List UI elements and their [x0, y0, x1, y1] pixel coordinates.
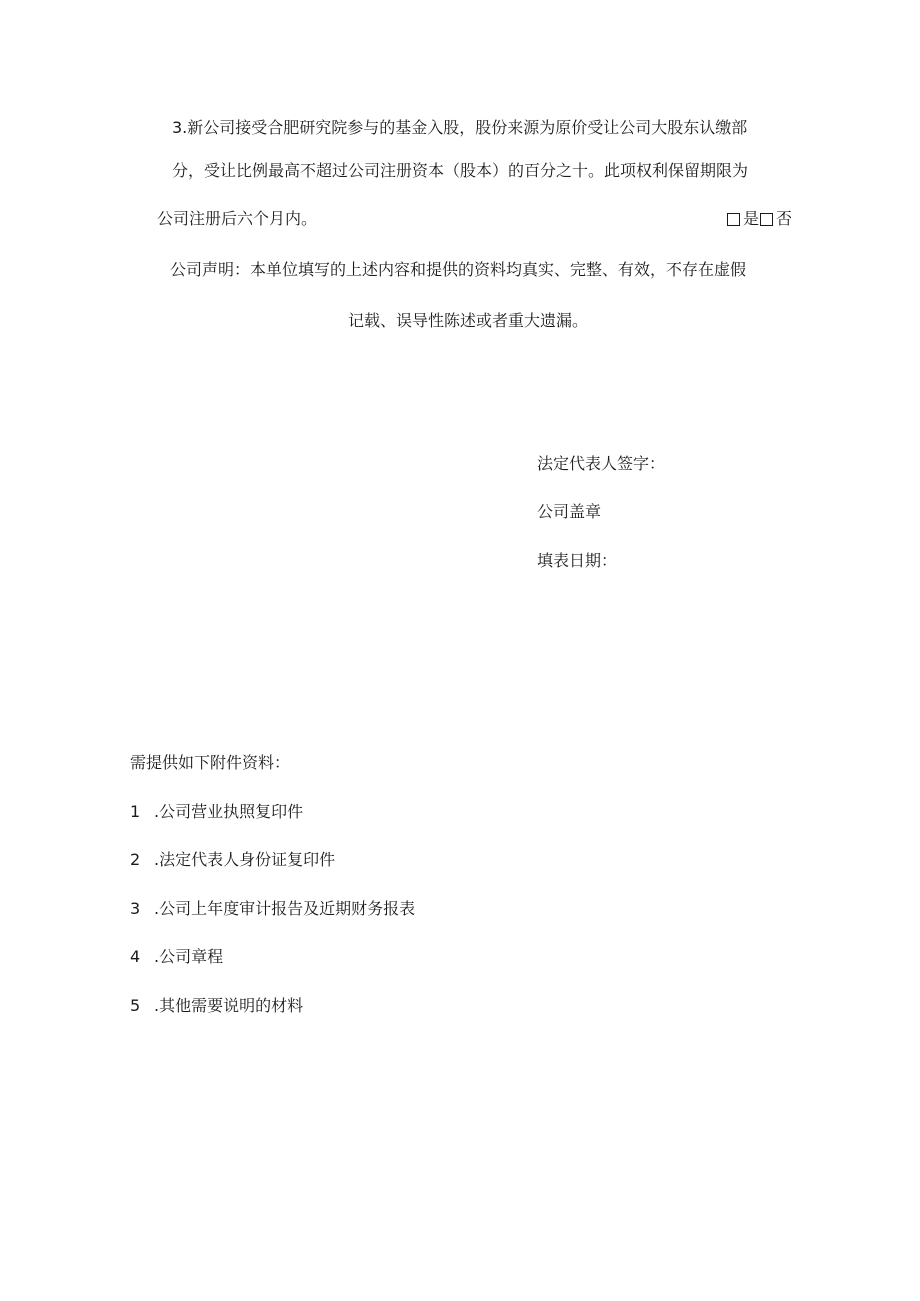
no-checkbox[interactable] — [760, 213, 773, 226]
attachment-item-number: 2 — [130, 850, 141, 869]
clause3-line3: 公司注册后六个月内。 — [157, 209, 318, 228]
fill-date-label: 填表日期： — [537, 551, 618, 570]
attachment-item-text: .法定代表人身份证复印件 — [154, 850, 336, 869]
attachment-item-text: .其他需要说明的材料 — [154, 996, 304, 1015]
attachment-item-number: 1 — [130, 802, 141, 821]
attachment-item-text: .公司章程 — [154, 947, 224, 966]
attachment-item-text: .公司营业执照复印件 — [154, 802, 304, 821]
attachment-item-number: 3 — [130, 899, 141, 918]
attachment-item-number: 5 — [130, 996, 141, 1015]
yes-label: 是 — [743, 209, 760, 228]
legal-rep-signature-label: 法定代表人签字： — [537, 454, 666, 473]
attachments-heading: 需提供如下附件资料： — [130, 753, 291, 772]
declaration-line2: 记载、误导性陈述或者重大遗漏。 — [348, 311, 589, 330]
clause3-line1: 3.新公司接受合肥研究院参与的基金入股，股份来源为原价受让公司大股东认缴部 — [172, 118, 748, 137]
no-label: 否 — [776, 209, 793, 228]
clause3-line2: 分，受让比例最高不超过公司注册资本（股本）的百分之十。此项权利保留期限为 — [172, 161, 749, 180]
attachment-item-number: 4 — [130, 947, 141, 966]
attachment-item-text: .公司上年度审计报告及近期财务报表 — [154, 899, 416, 918]
declaration-line1: 公司声明：本单位填写的上述内容和提供的资料均真实、完整、有效，不存在虚假 — [170, 260, 747, 279]
company-seal-label: 公司盖章 — [537, 502, 602, 521]
yes-checkbox[interactable] — [727, 213, 740, 226]
